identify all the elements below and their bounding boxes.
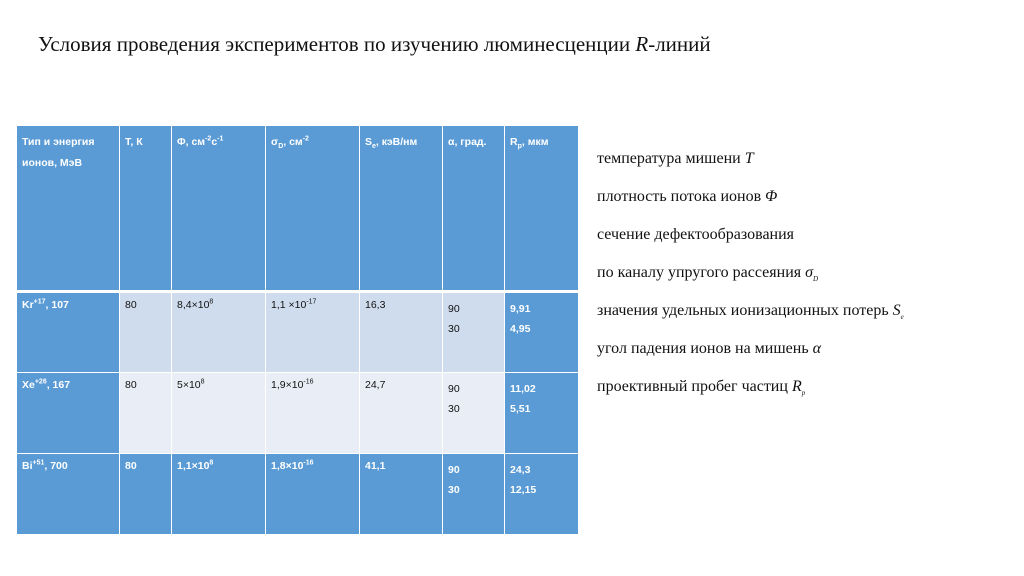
slide-title bbox=[38, 32, 711, 57]
cell-temperature: 80 bbox=[120, 373, 172, 454]
cell-ion: $Xe^{+26}$, 167 bbox=[17, 373, 120, 454]
cell-angle: 90 30 bbox=[443, 454, 505, 535]
cell-energy-loss: 16,3 bbox=[360, 292, 443, 373]
table-row bbox=[17, 292, 579, 373]
cell-cross-section: $1,1 \times 10^{-17}$ bbox=[266, 292, 360, 373]
slide-title-text: Условия проведения экспериментов по изучению люминесценции bbox=[38, 32, 636, 56]
table-header-row bbox=[17, 126, 579, 292]
legend-cross-section: сечение дефектообразования bbox=[597, 226, 795, 243]
header-angle: α, град. bbox=[443, 126, 505, 292]
cell-cross-section: $1,9\times 10^{-16}$ bbox=[266, 373, 360, 454]
header-energy-loss: $S_e$, кэВ/нм bbox=[360, 126, 443, 292]
experiment-conditions-table bbox=[16, 125, 579, 535]
symbol-legend bbox=[597, 140, 904, 406]
header-cross-section: $\sigma_D$, $см^{-2}$ bbox=[266, 126, 360, 292]
cell-range: 11,02 5,51 bbox=[505, 373, 579, 454]
legend-angle: угол падения ионов на мишень α bbox=[597, 340, 822, 357]
slide-title-suffix: -линий bbox=[648, 32, 711, 56]
legend-range: проективный пробег частиц $R_p$ bbox=[597, 378, 806, 398]
legend-energy-loss: значения удельных ионизационных потерь $S_e$ bbox=[597, 302, 904, 322]
cell-energy-loss: 41,1 bbox=[360, 454, 443, 535]
slide-title-italic: R bbox=[635, 32, 649, 56]
cell-angle: 90 30 bbox=[443, 373, 505, 454]
cell-flux: $5\times 10^8$ bbox=[172, 373, 266, 454]
header-range: $R_p$, мкм bbox=[505, 126, 579, 292]
legend-temperature: температура мишени T bbox=[597, 150, 754, 167]
cell-ion: $Kr^{+17}$, 107 bbox=[17, 292, 120, 373]
cell-range: 9,91 4,95 bbox=[505, 292, 579, 373]
cell-temperature: 80 bbox=[120, 454, 172, 535]
header-flux: Φ, $см^{-2}с^{-1}$ bbox=[172, 126, 266, 292]
legend-elastic-channel: по каналу упругого рассеяния $\sigma_D$ bbox=[597, 264, 819, 284]
cell-cross-section: $1,8\times 10^{-16}$ bbox=[266, 454, 360, 535]
cell-energy-loss: 24,7 bbox=[360, 373, 443, 454]
header-temperature: Т, К bbox=[120, 126, 172, 292]
cell-ion: $Bi^{+51}$, 700 bbox=[17, 454, 120, 535]
legend-flux: плотность потока ионов Φ bbox=[597, 188, 778, 205]
cell-range: 24,3 12,15 bbox=[505, 454, 579, 535]
cell-temperature: 80 bbox=[120, 292, 172, 373]
header-ion: Тип и энергия ионов, МэВ bbox=[17, 126, 120, 292]
cell-flux: $8,4\times 10^8$ bbox=[172, 292, 266, 373]
cell-flux: $1,1\times 10^8$ bbox=[172, 454, 266, 535]
table-row bbox=[17, 373, 579, 454]
cell-angle: 90 30 bbox=[443, 292, 505, 373]
table-row bbox=[17, 454, 579, 535]
